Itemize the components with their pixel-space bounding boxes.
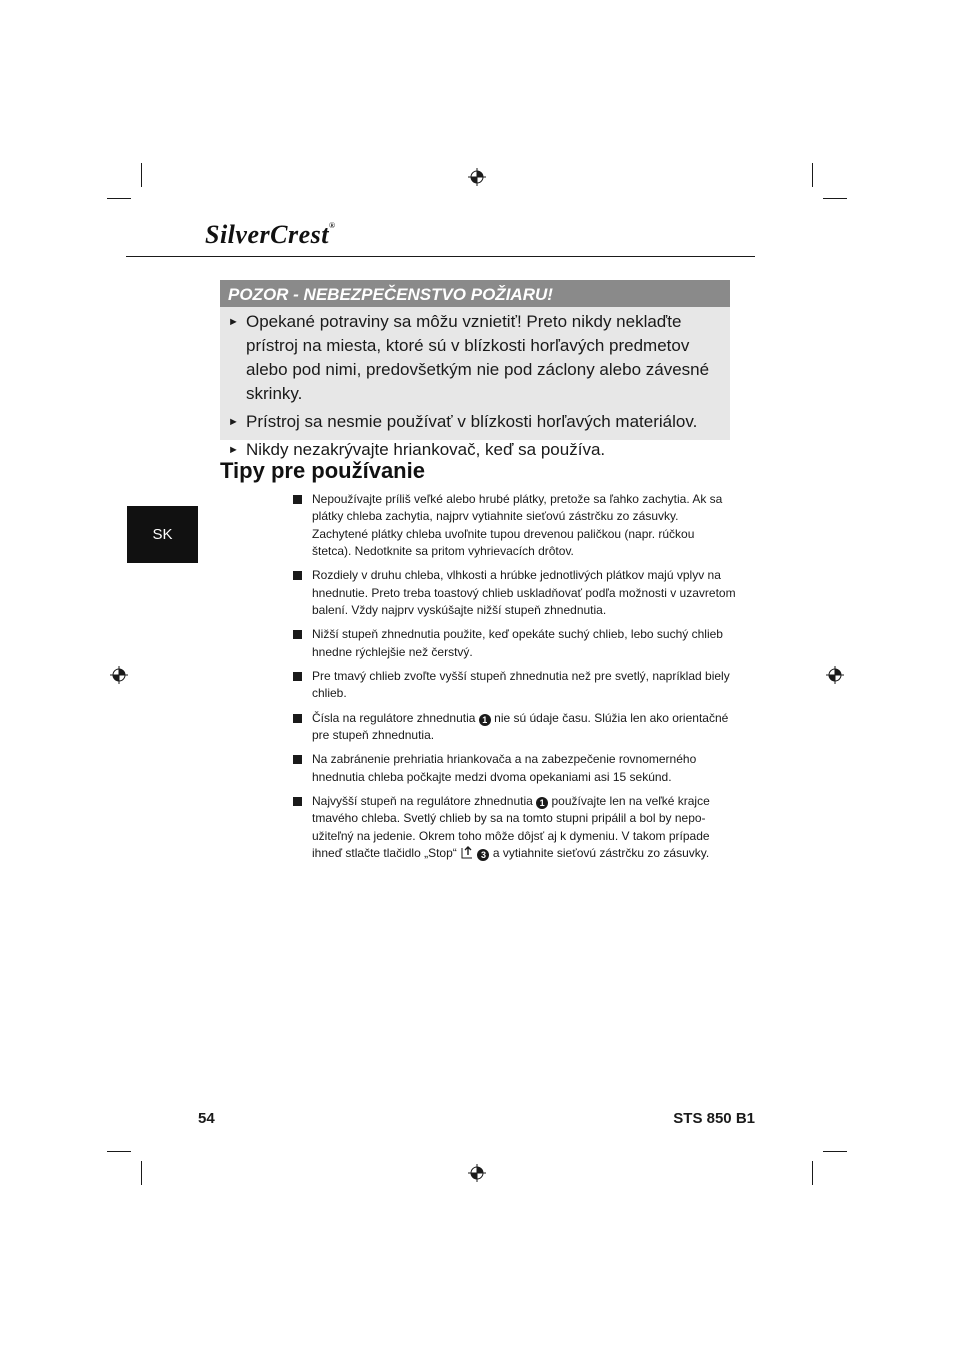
language-tab: SK bbox=[127, 506, 198, 563]
tip-item: Nižší stupeň zhnednutia použite, keď opekáte suchý chlieb, lebo suchý chlieb hnedne rýchlejšie než čerstvý. bbox=[292, 626, 736, 661]
section-title: Tipy pre používanie bbox=[220, 458, 425, 483]
square-bullet-icon bbox=[293, 495, 302, 504]
warning-item: ► Opekané potraviny sa môžu vznietiť! Preto nikdy neklaďte prístroj na miesta, ktoré sú v blízkosti horľavých predmetov alebo pod nimi, predovšetkým nie pod záclony alebo závesné skrinky. bbox=[228, 312, 710, 403]
crop-mark bbox=[812, 163, 813, 187]
tip-item: Na zabránenie prehriatia hriankovača a na zabezpečenie rovnomerného hnednutia chleba počkajte medzi dvoma opekaniami asi 15 sekúnd. bbox=[292, 751, 736, 786]
number-3-icon: 3 bbox=[477, 849, 489, 861]
crop-mark bbox=[141, 163, 142, 187]
square-bullet-icon bbox=[293, 714, 302, 723]
fire-warning-box bbox=[220, 280, 730, 459]
arrow-bullet-icon: ► bbox=[228, 444, 239, 456]
square-bullet-icon bbox=[293, 755, 302, 764]
arrow-bullet-icon: ► bbox=[228, 416, 239, 428]
square-bullet-icon bbox=[293, 630, 302, 639]
page-number: 54 bbox=[198, 1110, 215, 1127]
registration-mark-icon bbox=[468, 168, 486, 186]
tip-item: Čísla na regulátore zhnednutia 1 nie sú údaje času. Slúžia len ako orientačné pre stupeň zhnednutia. bbox=[292, 710, 736, 745]
square-bullet-icon bbox=[293, 797, 302, 806]
model-number: STS 850 B1 bbox=[673, 1110, 755, 1127]
square-bullet-icon bbox=[293, 571, 302, 580]
warning-list bbox=[220, 307, 730, 462]
tip-item: Najvyšší stupeň na regulátore zhnednutia 1 používajte len na veľké krajce tmavého chleba. Svetlý chlieb by sa na tomto stupni pripálil a bol by nepo-užiteľný na jedenie. Okrem toho môže dôjsť aj k dymeniu. V takom prípade ihneď stlačte tlačidlo „Stop“ 3 a vytiahnite sieťovú zástrčku zo zásuvky. bbox=[292, 793, 736, 863]
registration-mark-icon bbox=[468, 1164, 486, 1182]
crop-mark bbox=[812, 1161, 813, 1185]
brand-logo: SilverCrest® bbox=[205, 220, 336, 249]
crop-mark bbox=[823, 198, 847, 199]
arrow-bullet-icon: ► bbox=[228, 316, 239, 328]
warning-item: ► Nikdy nezakrývajte hriankovač, keď sa používa. bbox=[220, 438, 730, 462]
crop-mark bbox=[107, 1151, 131, 1152]
registration-mark-icon bbox=[826, 666, 844, 684]
number-1-icon: 1 bbox=[479, 714, 491, 726]
header-rule bbox=[126, 256, 755, 257]
warning-item: ► Prístroj sa nesmie používať v blízkosti horľavých materiálov. bbox=[220, 410, 730, 434]
stop-eject-icon bbox=[460, 845, 474, 859]
registration-mark-icon bbox=[110, 666, 128, 684]
square-bullet-icon bbox=[293, 672, 302, 681]
number-1-icon: 1 bbox=[536, 797, 548, 809]
tip-item: Pre tmavý chlieb zvoľte vyšší stupeň zhnednutia než pre svetlý, napríklad biely chlieb. bbox=[292, 668, 736, 703]
tip-item: Nepoužívajte príliš veľké alebo hrubé plátky, pretože sa ľahko zachytia. Ak sa plátky chleba zachytia, najprv vytiahnite sieťovú zástrčku zo zásuvky. Zachytené plátky chleba uvoľnite tupou drevenou paličkou (napr. rúčkou štetca). Nedotknite sa pritom vyhrievacích drôtov. bbox=[292, 491, 736, 561]
warning-title: POZOR - NEBEZPEČENSTVO POŽIARU! bbox=[220, 280, 730, 307]
crop-mark bbox=[141, 1161, 142, 1185]
tips-list bbox=[292, 491, 736, 869]
crop-mark bbox=[107, 198, 131, 199]
tip-item: Rozdiely v druhu chleba, vlhkosti a hrúbke jednotlivých plátkov majú vplyv na hnednutie. Preto treba toastový chlieb uskladňovať podľa možnosti v uzavretom balení. Vždy najprv vyskúšajte nižší stupeň zhnednutia. bbox=[292, 567, 736, 619]
crop-mark bbox=[823, 1151, 847, 1152]
